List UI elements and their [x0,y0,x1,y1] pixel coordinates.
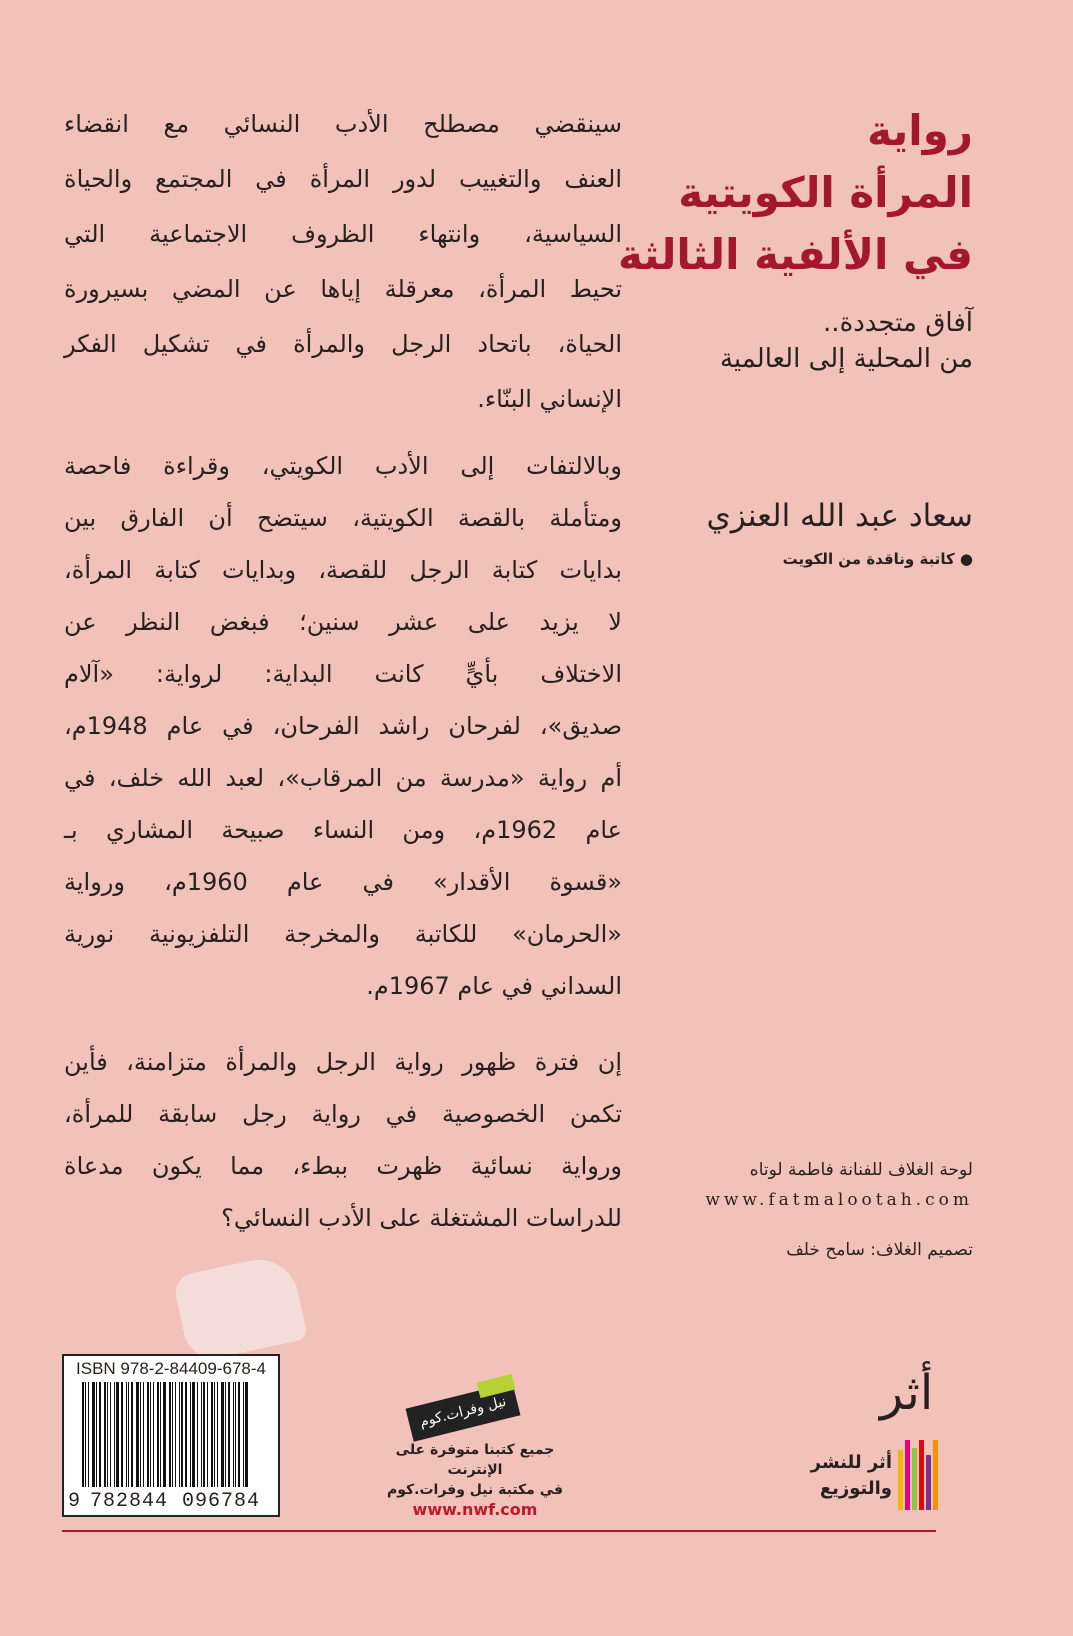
text-line: لا يزيد على عشر سنين؛ فبغض النظر عن [64,608,622,636]
barcode-bar [104,1382,106,1487]
text-line: الحياة، باتحاد الرجل والمرأة في تشكيل الفكر [64,330,622,358]
author-name: سعاد عبد الله العنزي [706,498,973,534]
barcode [62,1354,280,1517]
barcode-bar [128,1382,129,1487]
barcode-digit-first: 9 [68,1490,81,1513]
text-line: بدايات كتابة الرجل للقصة، وبدايات كتابة المرأة، [64,556,622,584]
text-line: ورواية نسائية ظهرت ببطء، مما يكون مدعاة [64,1152,622,1180]
cover-painting-credit: لوحة الغلاف للفنانة فاطمة لوتاه [749,1160,973,1180]
title-line: في الألفية الثالثة [618,230,973,279]
barcode-bar [190,1382,191,1487]
barcode-bar [181,1382,183,1487]
barcode-bar [197,1382,198,1487]
barcode-bar [140,1382,141,1487]
nwf-tag-text: نيل وفرات.كوم [418,1393,508,1431]
barcode-digits-last: 096784 [182,1490,261,1513]
paragraph-2 [64,440,622,1012]
barcode-bar [185,1382,187,1487]
barcode-bar [126,1382,127,1487]
barcode-bar [157,1382,159,1487]
publisher-logo-mark: أثر [880,1365,934,1421]
barcode-bar [179,1382,180,1487]
subtitle [720,305,973,377]
book-title [613,100,973,286]
text-line: الإنساني البنّاء. [477,385,622,413]
barcode-bar [221,1382,224,1487]
barcode-bar [82,1382,84,1487]
text-line: العنف والتغييب لدور المرأة في المجتمع والحياة [64,165,622,193]
barcode-bar [96,1382,97,1487]
barcode-bar [85,1382,86,1487]
barcode-bar [243,1382,244,1487]
barcode-bar [192,1382,195,1487]
isbn-text: ISBN 978-2-84409-678-4 [76,1359,266,1378]
barcode-bar [203,1382,205,1487]
subtitle-line: من المحلية إلى العالمية [719,344,973,374]
sticker-residue [172,1252,308,1363]
text-line: عام 1962م، ومن النساء صبيحة المشاري بـ [64,816,622,844]
text-line: تحيط المرأة، معرقلة إياها عن المضي بسيرورة [64,275,622,303]
nwf-text [380,1440,570,1520]
text-line: وبالالتفات إلى الأدب الكويتي، وقراءة فاحصة [64,452,622,480]
barcode-bar [228,1382,230,1487]
barcode-bar [172,1382,173,1487]
paragraph-3 [64,1036,622,1244]
barcode-bars [82,1382,272,1487]
subtitle-line: آفاق متجددة.. [823,308,973,338]
publisher-name [800,1450,892,1502]
text-line: «قسوة الأقدار» في عام 1960م، ورواية [64,868,623,896]
text-line: تكمن الخصوصية في رواية رجل سابقة للمرأة، [64,1100,622,1128]
nwf-url[interactable]: www.nwf.com [412,1500,538,1519]
text-line: «الحرمان» للكاتبة والمخرجة التلفزيونية نورية [64,920,622,948]
barcode-bar [201,1382,202,1487]
barcode-bar [131,1382,133,1487]
cover-design-credit: تصميم الغلاف: سامح خلف [786,1240,973,1260]
title-line: رواية [867,106,973,155]
title-line: المرأة الكويتية [678,168,973,217]
publisher-logo-stripes [898,1440,938,1510]
text-line: الاختلاف بأيٍّ كانت البداية: لرواية: «آلام [64,660,622,688]
text-line: إن فترة ظهور رواية الرجل والمرأة متزامنة، فأين [64,1048,622,1076]
text-line: أم رواية «مدرسة من المرقاب»، لعبد الله خلف، في [64,764,622,792]
barcode-bar [147,1382,149,1487]
barcode-bar [110,1382,111,1487]
barcode-bar [233,1382,234,1487]
nwf-line: في مكتبة نيل وفرات.كوم [386,1482,564,1498]
barcode-bar [116,1382,119,1487]
barcode-bar [214,1382,215,1487]
paragraph-1 [64,97,622,427]
text-line: السياسية، وانتهاء الظروف الاجتماعية التي [64,220,622,248]
barcode-bar [238,1382,240,1487]
barcode-bar [136,1382,139,1487]
barcode-digits-mid: 782844 [90,1490,169,1513]
text-line: السداني في عام 1967م. [366,972,622,1000]
barcode-bar [99,1382,101,1487]
barcode-bar [92,1382,95,1487]
text-line: للدراسات المشتغلة على الأدب النسائي؟ [221,1204,622,1232]
text-line: سينقضي مصطلح الأدب النسائي مع انقضاء [64,110,622,138]
barcode-bar [175,1382,176,1487]
barcode-bar [121,1382,123,1487]
barcode-bar [211,1382,213,1487]
nwf-line: جميع كتبنا متوفرة على الإنترنت [395,1442,555,1478]
barcode-bar [107,1382,108,1487]
author-note: ● كاتبة وناقدة من الكويت [782,550,973,568]
barcode-bar [207,1382,208,1487]
barcode-bar [143,1382,144,1487]
barcode-bar [160,1382,161,1487]
text-line: ومتأملة بالقصة الكويتية، سيتضح أن الفارق بين [64,504,622,532]
barcode-bar [217,1382,218,1487]
barcode-bar [163,1382,166,1487]
painter-website: www.fatmalootah.com [705,1190,973,1210]
barcode-bar [114,1382,115,1487]
publisher-name-line: أثر للنشر [810,1452,892,1473]
bottom-rule [62,1530,936,1532]
barcode-bar [153,1382,154,1487]
barcode-bar [169,1382,171,1487]
publisher-name-line: والتوزيع [819,1478,892,1499]
barcode-bar [225,1382,226,1487]
barcode-bar [88,1382,89,1487]
barcode-bar [235,1382,236,1487]
barcode-bar [150,1382,151,1487]
barcode-bar [245,1382,248,1487]
text-line: صديق»، لفرحان راشد الفرحان، في عام 1948م، [64,712,622,740]
author-note-text: كاتبة وناقدة من الكويت [782,550,955,568]
